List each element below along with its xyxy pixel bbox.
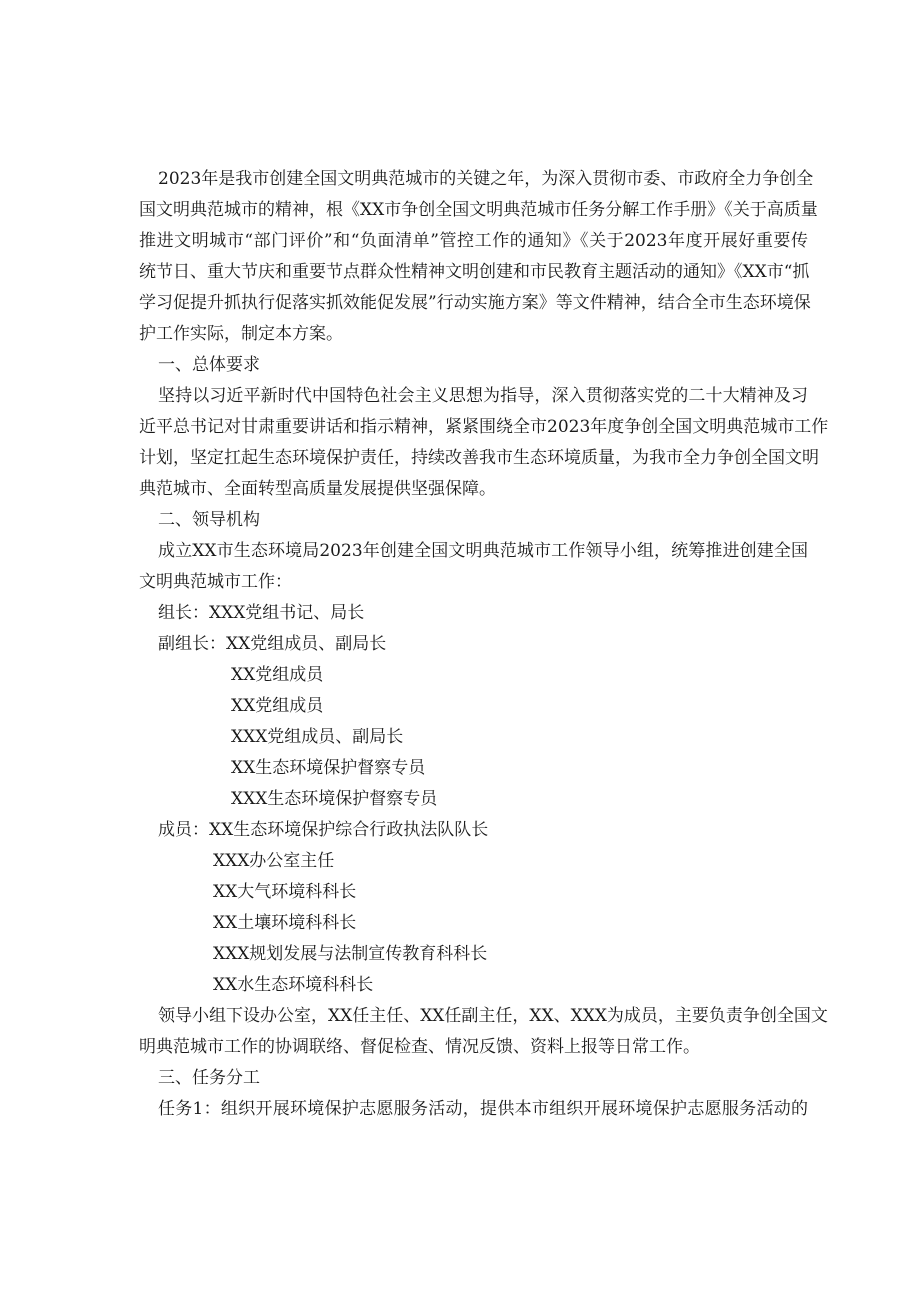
section-heading-task-division: 三、任务分工: [158, 1068, 260, 1088]
member-line: XX水生态环境科科长: [213, 975, 374, 995]
task-line: 任务1：组织开展环境保护志愿服务活动，提供本市组织开展环境保护志愿服务活动的: [158, 1099, 808, 1119]
section-heading-general-requirements: 一、总体要求: [158, 355, 260, 375]
intro-line: 2023年是我市创建全国文明典范城市的关键之年，为深入贯彻市委、市政府全力争创全: [158, 169, 814, 189]
intro-line: 护工作实际，制定本方案。: [139, 324, 343, 344]
leader-line: 组长：XXX党组书记、局长: [158, 603, 365, 623]
deputy-line: XX党组成员: [231, 696, 324, 716]
intro-line: 推进文明城市“部门评价”和“负面清单”管控工作的通知》《关于2023年度开展好重要传: [139, 231, 808, 251]
member-line: XXX办公室主任: [213, 851, 335, 871]
member-lead-line: 成员：XX生态环境保护综合行政执法队队长: [158, 820, 489, 840]
office-line: 明典范城市工作的协调联络、督促检查、情况反馈、资料上报等日常工作。: [139, 1037, 700, 1057]
section1-line: 近平总书记对甘肃重要讲话和指示精神，紧紧围绕全市2023年度争创全国文明典范城市工作: [139, 417, 829, 437]
deputy-line: XX党组成员: [231, 665, 324, 685]
section1-line: 典范城市、全面转型高质量发展提供坚强保障。: [139, 479, 496, 499]
section1-line: 计划，坚定扛起生态环境保护责任，持续改善我市生态环境质量，为我市全力争创全国文明: [139, 448, 819, 468]
intro-line: 学习促提升抓执行促落实抓效能促发展”行动实施方案》等文件精神，结合全市生态环境保: [139, 293, 811, 313]
deputy-line: XXX生态环境保护督察专员: [231, 789, 438, 809]
office-line: 领导小组下设办公室，XX任主任、XX任副主任，XX、XXX为成员，主要负责争创全国文: [158, 1006, 828, 1026]
member-line: XX土壤环境科科长: [213, 913, 357, 933]
section-heading-leadership: 二、领导机构: [158, 510, 260, 530]
deputy-leader-line: 副组长：XX党组成员、副局长: [158, 634, 387, 654]
section2-line: 成立XX市生态环境局2023年创建全国文明典范城市工作领导小组，统筹推进创建全国: [158, 541, 808, 561]
intro-line: 统节日、重大节庆和重要节点群众性精神文明创建和市民教育主题活动的通知》《XX市“抓: [139, 262, 810, 282]
intro-line: 国文明典范城市的精神，根《XX市争创全国文明典范城市任务分解工作手册》《关于高质量: [139, 200, 818, 220]
member-line: XX大气环境科科长: [213, 882, 357, 902]
section1-line: 坚持以习近平新时代中国特色社会主义思想为指导，深入贯彻落实党的二十大精神及习: [158, 386, 808, 406]
section2-line: 文明典范城市工作：: [139, 572, 292, 592]
member-line: XXX规划发展与法制宣传教育科科长: [213, 944, 488, 964]
deputy-line: XXX党组成员、副局长: [231, 727, 404, 747]
deputy-line: XX生态环境保护督察专员: [231, 758, 426, 778]
